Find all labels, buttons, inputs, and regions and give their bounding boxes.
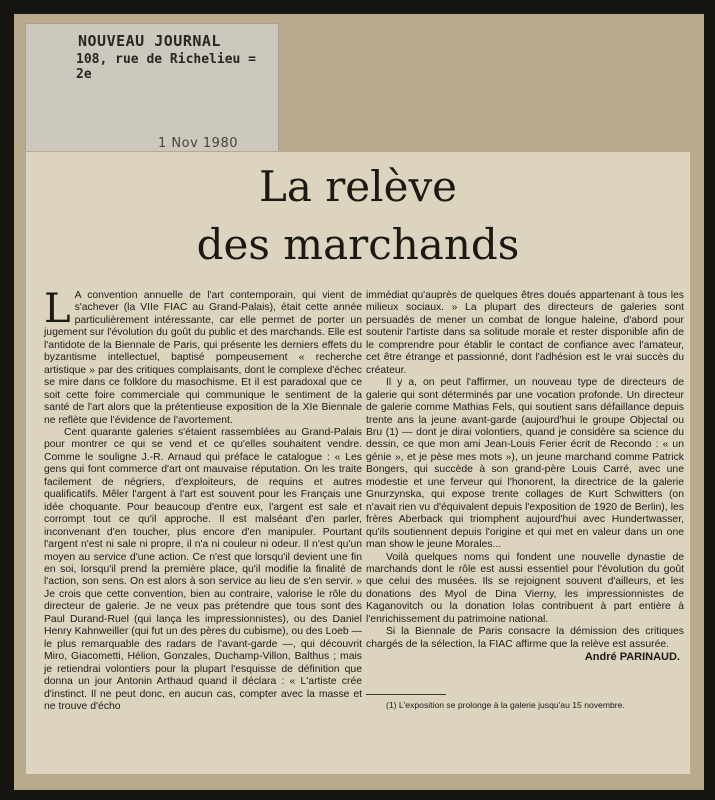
title-line-2: des marchands [196, 220, 520, 269]
article-title [26, 158, 690, 274]
footnote: (1) L'exposition se prolonge à la galerie jusqu'au 15 novembre. [386, 699, 625, 710]
footnote-divider [366, 694, 446, 695]
article-paragraph: Voilà quelques noms qui fondent une nouvelle dynastie de marchands dont le rôle est aussi essentiel pour l'évolution du goût que celui des musées. Ils se rejoignent souvent d'ailleurs, et les donations des Myol de Dina Vierny, les impressionnistes de Kaganovitch ou la donation Iolas contribuent à part entière à l'enrichissement du patrimoine national. [366, 551, 684, 625]
author-byline: André PARINAUD. [584, 651, 680, 664]
article-clipping [26, 152, 690, 774]
article-paragraph: Il y a, on peut l'affirmer, un nouveau type de directeurs de galerie qui sont déterminés par une vocation profonde. Un directeur de galerie comme Mathias Fels, qui soutient sans défaillance depuis trente ans la jeune avant-garde (aujourd'hui le groupe Objectal ou Bru (1) — dont je dirai volontiers, quand je considère sa science du dessin, ce que mon ami Jean-Louis Ferier écrit de Recondo : « un génie », et je pèse mes mots »), un jeune marchand comme Patrick Bongers, qui succède à son grand-père Louis Carré, avec une modestie et une ferveur qui l'honorent, la directrice de la galerie Gnurzynska, qui expose trente collages de Kurt Schwitters (on n'avait rien vu d'équivalent depuis l'exposition de 1920 de Berlin), les frères Aberback qui triomphent aujourd'hui avec Hundertwasser, qu'ils soutiennent depuis l'origine et qui met en valeur dans un one man show le jeune Morales... [366, 377, 684, 551]
article-paragraph: Cent quarante galeries s'étaient rassemblées au Grand-Palais pour montrer ce qui se vend et ce qu'elles souhaitent vendre. Comme le souligne J.-R. Arnaud qui préface le catalogue : « Les gens qui font commerce d'art ont mauvaise réputation. On les traite facilement de négriers, d'exploiteurs, de requins et autres qualificatifs. Mêler l'argent à l'art est souvent pour les Français une idée choquante. Pour beaucoup d'entre eux, l'argent est sale et corrompt tout ce qu'il approche. Il est malséant d'en parler, inconvenant d'en toucher, plus encore d'en manipuler. Pourtant l'argent n'est ni sale ni propre, il n'a ni couleur ni odeur. Il n'est qu'un moyen au service d'une action. Ce n'est que lorsqu'il devient une fin en soi, lorsqu'il prend la première place, qu'il modifie la finalité de l'action, son sens. On est alors à son service au lieu de s'en servir. » Je crois que cette convention, bien au contraire, valorise le rôle du directeur de galerie. Je ne veux pas prétendre que tous sont des Paul Durand-Ruel (qui lança les impressionnistes), ou des Daniel Henry Kahnweiller (qui fut un des pères du cubisme), ou des Loeb — le plus remarquable des radars de l'avant-garde —, qui découvrit Miro, Giacometti, Hélion, Gonzales, Duchamp-Villon, Balthus ; mais je retiendrai volontiers pour la plupart l'esquisse de définition que donna un jour Antonin Arthaud quand il déclara : « L'artiste crée d'instinct. Il ne peut donc, en aucun cas, compter avec la masse et ne trouve d'écho [44, 426, 362, 712]
publication-address: 108, rue de Richelieu = 2e [76, 52, 257, 82]
dropcap: L [44, 286, 71, 332]
column-right [366, 290, 684, 711]
date-stamp: 1 Nov 1980 [158, 136, 238, 151]
column-left [44, 286, 362, 713]
article-paragraph: L A convention annuelle de l'art contemporain, qui vient de s'achever (la VIIe FIAC au Grand-Palais), était cette année particulièrement intéressante, car elle permet de porter un jugement sur l'évolution du goût du public et des marchands. Elle est l'antidote de la Biennale de Paris, qui présente les derniers effets du byzantisme intellectuel, baptisé pompeusement « recherche artistique » par des critiques complaisants, dont le complexe d'échec se mire dans ce folklore du masochisme. Et il est paradoxal que ce soit cette foire commerciale qui communique le sentiment de la santé de l'art alors que la prétentieuse exposition de la XIe Biennale ne reflète que l'évidence de l'avortement. [44, 286, 362, 426]
article-paragraph: Si la Biennale de Paris consacre la démission des critiques chargés de la sélection, la FIAC affirme que la relève est assurée. [366, 626, 684, 650]
publication-name: NOUVEAU JOURNAL [78, 32, 221, 50]
article-paragraph: immédiat qu'auprès de quelques êtres doués appartenant à tous les milieux sociaux. » La plupart des directeurs de galeries sont persuadés de mener un combat de longue haleine, d'abord pour soutenir l'artiste dans sa solitude morale et rester disponible afin de le comprendre pour établir le contact de confiance avec l'amateur, cet être étrange et passionné, dont l'adhésion est le vrai succès du créateur. [366, 290, 684, 376]
title-line-1: La relève [258, 162, 458, 211]
